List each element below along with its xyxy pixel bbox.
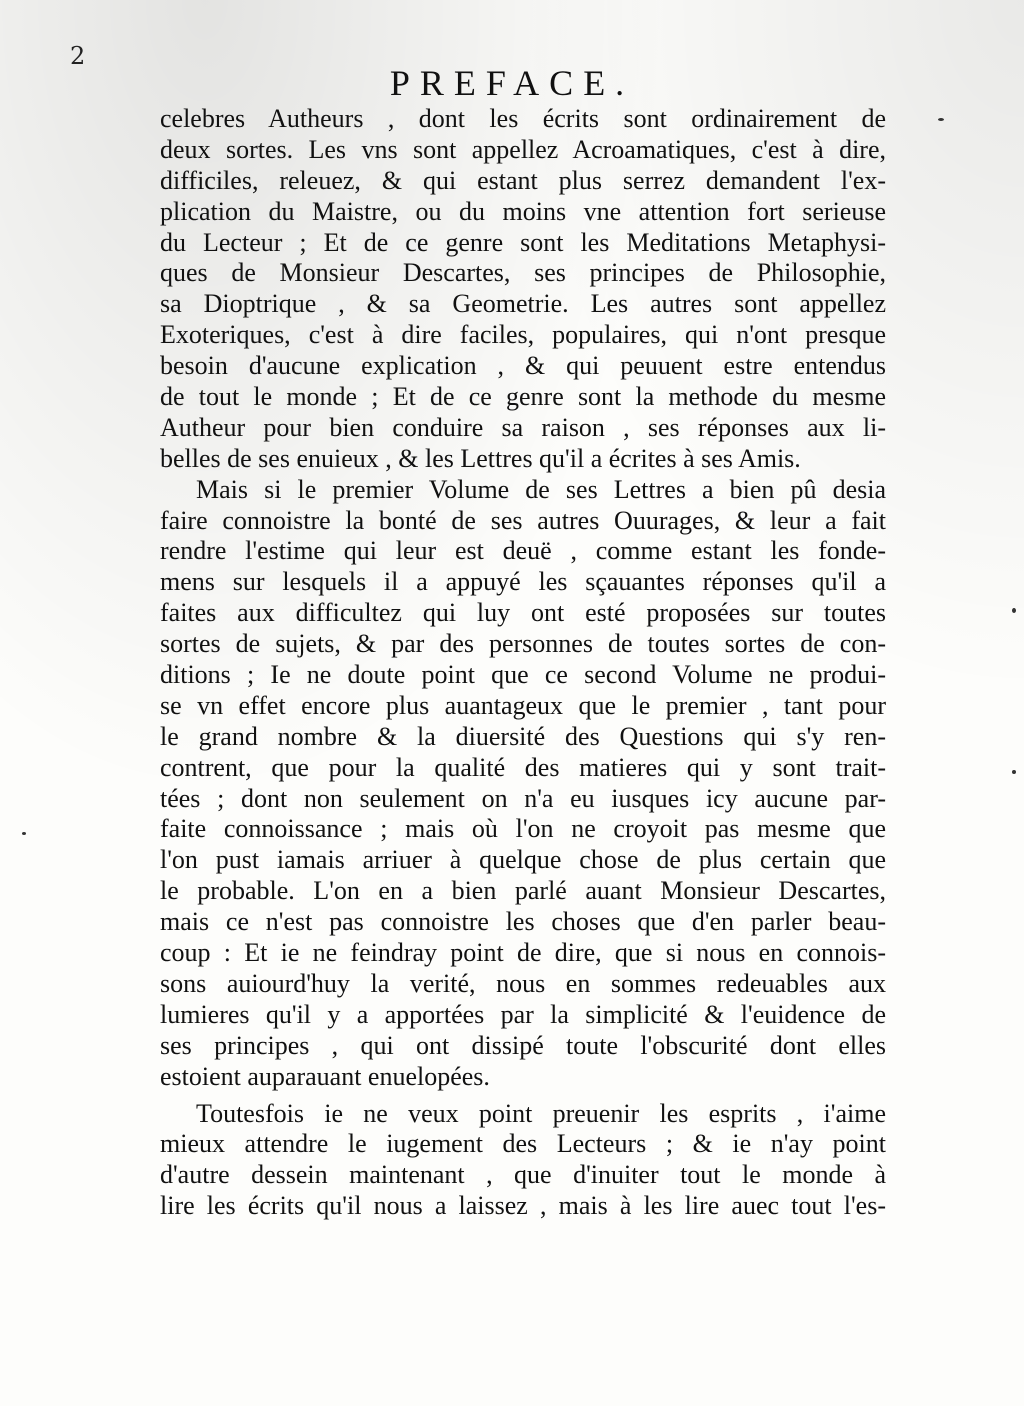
text-line: mais ce n'est pas connoistre les choses que d'en parler beau- [160, 907, 886, 937]
running-head: PREFACE. [389, 63, 635, 103]
scan-speck [1012, 770, 1016, 774]
text-line: ditions ; Ie ne doute point que ce second Volume ne produi- [160, 660, 886, 690]
text-line: lire les écrits qu'il nous a laissez , mais à les lire auec tout l'es- [160, 1191, 886, 1221]
text-line: Autheur pour bien conduire sa raison , ses réponses aux li- [160, 412, 886, 442]
text-line: de tout le monde ; Et de ce genre sont la methode du mesme [160, 382, 886, 412]
scan-speck [938, 118, 944, 121]
text-line: Mais si le premier Volume de ses Lettres a bien pû desia [196, 474, 886, 504]
text-line: besoin d'aucune explication , & qui peuuent estre entendus [160, 351, 886, 381]
text-line: sortes de sujets, & par des personnes de toutes sortes de con- [160, 629, 886, 659]
scan-speck [1012, 608, 1016, 613]
text-line: Exoteriques, c'est à dire faciles, populaires, qui n'ont presque [160, 320, 886, 350]
text-line: mieux attendre le iugement des Lecteurs ; & ie n'ay point [160, 1129, 886, 1159]
scan-speck [22, 832, 26, 835]
text-line: mens sur lesquels il a appuyé les sçauantes réponses qu'il a [160, 567, 886, 597]
text-line: se vn effet encore plus auantageux que le premier , tant pour [160, 690, 886, 720]
text-line: Toutesfois ie ne veux point preuenir les esprits , i'aime [196, 1098, 886, 1128]
text-line: rendre l'estime qui leur est deuë , comme estant les fonde- [160, 536, 886, 566]
text-line: belles de ses enuieux , & les Lettres qu'il a écrites à ses Amis. [160, 443, 801, 473]
text-line: ses principes , qui ont dissipé toute l'obscurité dont elles [160, 1030, 886, 1060]
text-line: l'on pust iamais arriuer à quelque chose de plus certain que [160, 845, 886, 875]
paragraph [160, 104, 886, 475]
body-text [160, 104, 886, 1222]
text-line: contrent, que pour la qualité des matieres qui y sont trait- [160, 752, 886, 782]
text-line: sa Dioptrique , & sa Geometrie. Les autres sont appellez [160, 289, 886, 319]
paragraph [160, 1099, 886, 1223]
text-line: faite connoissance ; mais où l'on ne croyoit pas mesme que [160, 814, 886, 844]
page-number: 2 [70, 42, 86, 70]
text-line: lumieres qu'il y a apportées par la simplicité & l'euidence de [160, 999, 886, 1029]
text-line: ques de Monsieur Descartes, ses principes de Philosophie, [160, 258, 886, 288]
text-line: faites aux difficultez qui luy ont esté proposées sur toutes [160, 598, 886, 628]
text-line: faire connoistre la bonté de ses autres Ouurages, & leur a fait [160, 505, 886, 535]
text-line: estoient auparauant enuelopées. [160, 1061, 490, 1091]
text-line: le grand nombre & la diuersité des Questions qui s'y ren- [160, 721, 886, 751]
text-line: coup : Et ie ne feindray point de dire, que si nous en connois- [160, 938, 886, 968]
text-line: du Lecteur ; Et de ce genre sont les Meditations Metaphysi- [160, 227, 886, 257]
paragraph [160, 475, 886, 1093]
text-line: le probable. L'on en a bien parlé auant Monsieur Descartes, [160, 876, 886, 906]
text-line: tées ; dont non seulement on n'a eu iusques icy aucune par- [160, 783, 886, 813]
text-line: d'autre dessein maintenant , que d'inuiter tout le monde à [160, 1160, 886, 1190]
text-line: celebres Autheurs , dont les écrits sont ordinairement de [160, 104, 886, 133]
text-line: plication du Maistre, ou du moins vne attention fort serieuse [160, 196, 886, 226]
text-line: deux sortes. Les vns sont appellez Acroamatiques, c'est à dire, [160, 134, 886, 164]
text-line: difficiles, releuez, & qui estant plus serrez demandent l'ex- [160, 165, 886, 195]
text-line: sons auiourd'huy la verité, nous en sommes redeuables aux [160, 968, 886, 998]
